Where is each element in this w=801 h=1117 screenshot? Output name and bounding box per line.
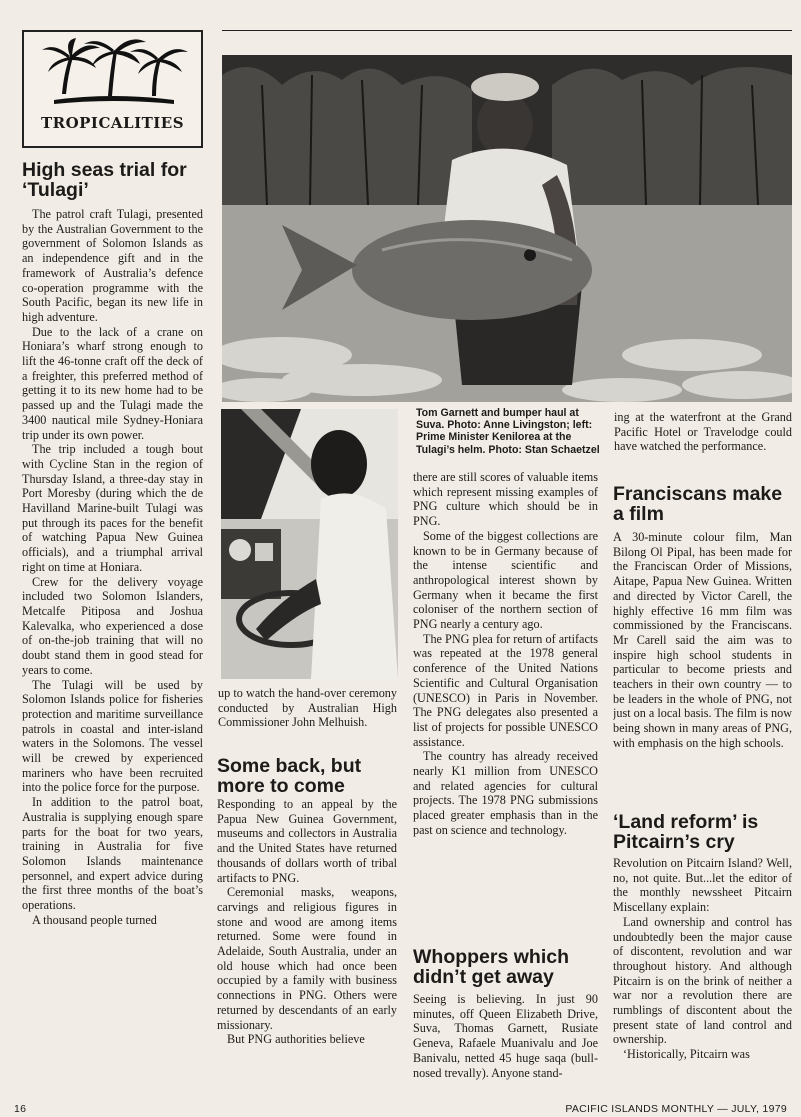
tropicalities-logo bbox=[22, 30, 203, 148]
article-tulagi-col1 bbox=[22, 207, 203, 1102]
paragraph: ‘Historically, Pitcairn was bbox=[623, 1047, 750, 1062]
paragraph: ing at the waterfront at the Grand Pacific Hotel or Travelodge could have watched the performance. bbox=[614, 410, 792, 454]
paragraph: Ceremonial masks, weapons, carvings and religious figures in stone and wood are among items returned. Some were found in Adelaide, South Australia, under an old house which had once been occupied by a family with business connections in PNG. Others were returned by descendants of an early missionary. bbox=[217, 885, 397, 1032]
paragraph: Land ownership and control has undoubtedly been the major cause of discontent, revolution and war throughout history. And although Pitcairn is on the brink of neither a war nor a revolution there are rumblings of discontent about the present state of land control and ownership. bbox=[613, 914, 792, 1047]
headline-tulagi: High seas trial for ‘Tulagi’ bbox=[22, 159, 187, 201]
photo-tulagi-helm bbox=[221, 409, 398, 679]
paragraph: A thousand people turned bbox=[32, 912, 157, 927]
paragraph: The patrol craft Tulagi, presented by the Australian Government to the government of Solomon Islands as an independence gift and in the framework of Australia’s defence co-operation programme with the South Pacific, began its new life in high adventure. bbox=[22, 207, 203, 324]
paragraph: Revolution on Pitcairn Island? Well, no, not quite. But...let the editor of the monthly newssheet Pitcairn Miscellany explain: bbox=[613, 856, 792, 915]
paragraph: Crew for the delivery voyage included two Solomon Islanders, Metcalfe Pitiposa and Joshua Kalevalka, who experienced a dose of on-the-job training that will no doubt stand them in good stead for years to come. bbox=[22, 574, 203, 677]
paragraph: In addition to the patrol boat, Australia is supplying enough spare parts for the boat for two years, training in Australia for five Solomon Islands maintenance personnel, and expert advice during the first three months of the boat’s operations. bbox=[22, 795, 203, 913]
paragraph: Some of the biggest collections are known to be in Germany because of the intense scientific and anthropological interest shown by Germany when it became the first coloniser of the northern section of PNG nearly a century ago. bbox=[413, 528, 598, 632]
article-pitcairn-col4 bbox=[613, 856, 792, 1102]
article-whoppers-col4 bbox=[614, 410, 792, 474]
paragraph: Responding to an appeal by the Papua New Guinea Government, museums and collectors in Australia and the United States have returned thousands of dollars worth of tribal artifacts to PNG. bbox=[217, 797, 397, 885]
article-some-back-col2 bbox=[217, 797, 397, 1102]
photo-caption: Tom Garnett and bumper haul at Suva. Photo: Anne Livingston; left: Prime Minister Kenilorea at the Tulagi’s helm. Photo: Stan Schaetzel bbox=[416, 407, 600, 456]
page-number: 16 bbox=[14, 1103, 27, 1115]
paragraph: The Tulagi will be used by Solomon Islands police for fisheries protection and maritime surveillance patrols in coastal and inter-island waters in the Solomons. The vessel will be crewed by experienced mariners who have been recruited into the police force for the purpose. bbox=[22, 677, 203, 795]
paragraph: The country has already received nearly K1 million from UNESCO and related agencies for cultural projects. The 1978 PNG submissions placed greater emphasis than in the past on science and technology. bbox=[413, 749, 598, 837]
section-logo-label: TROPICALITIES bbox=[40, 114, 185, 132]
article-some-back-col3 bbox=[413, 470, 598, 940]
paragraph: up to watch the hand-over ceremony conducted by Australian High Commissioner John Melhuish. bbox=[218, 686, 397, 730]
headline-whoppers: Whoppers which didn’t get away bbox=[413, 946, 569, 988]
headline-pitcairn: ‘Land reform’ is Pitcairn’s cry bbox=[613, 811, 759, 853]
article-whoppers-col3 bbox=[413, 992, 598, 1102]
paragraph: The trip included a tough bout with Cycline Stan in the region of Thursday Island, a three-day stay in Port Moresby (during which the de Havilland Marine-built Tulagi was put through its paces for the benefit of watching Papua New Guinea officials), and a triumphal arrival right on time at Honiara. bbox=[22, 442, 203, 574]
publication-line: PACIFIC ISLANDS MONTHLY — JULY, 1979 bbox=[565, 1103, 787, 1115]
article-franciscans-col4 bbox=[613, 530, 792, 802]
photo-fishing-haul bbox=[222, 55, 792, 402]
paragraph: Seeing is believing. In just 90 minutes, off Queen Elizabeth Drive, Suva, Thomas Garnett, Rusiate Geneva, Rafaele Muanivalu and Joe Banivalu, netted 45 huge saqa (bull-nosed trevally). Anyone stand- bbox=[413, 992, 598, 1080]
paragraph: The PNG plea for return of artifacts was repeated at the 1978 general conference of the United Nations Scientific and Cultural Organisation (UNESCO) in Paris in November. The PNG delegates also presented a list of projects for possible UNESCO assistance. bbox=[413, 631, 598, 749]
paragraph: But PNG authorities believe bbox=[227, 1032, 365, 1047]
paragraph: A 30-minute colour film, Man Bilong Ol Pipal, has been made for the Franciscan Order of Missions, Aitape, Papua New Guinea. Written and directed by Victor Carell, the highly effective 16 mm film was commissioned by the Franciscans. Mr Carell said the aim was to inspire high school students in particular to become priests and teachers in their own country — to be leaders in the whole of PNG, not just on a local basis. The film is now being shown in many areas of PNG, with emphasis on the high schools. bbox=[613, 530, 792, 750]
palm-trees-icon bbox=[24, 34, 201, 114]
headline-some-back: Some back, but more to come bbox=[217, 755, 362, 797]
article-tulagi-col2 bbox=[218, 686, 397, 746]
top-rule bbox=[222, 30, 792, 31]
headline-franciscans: Franciscans make a film bbox=[613, 483, 783, 525]
paragraph: Due to the lack of a crane on Honiara’s wharf strong enough to lift the 46-tonne craft off the deck of a freighter, this preferred method of getting it to its new home had to be passed up and the Tulagi made the 3400 nautical mile Sydney-Honiara trip under its own power. bbox=[22, 324, 203, 442]
paragraph: there are still scores of valuable items which represent missing examples of PNG culture which should be in PNG. bbox=[413, 470, 598, 529]
